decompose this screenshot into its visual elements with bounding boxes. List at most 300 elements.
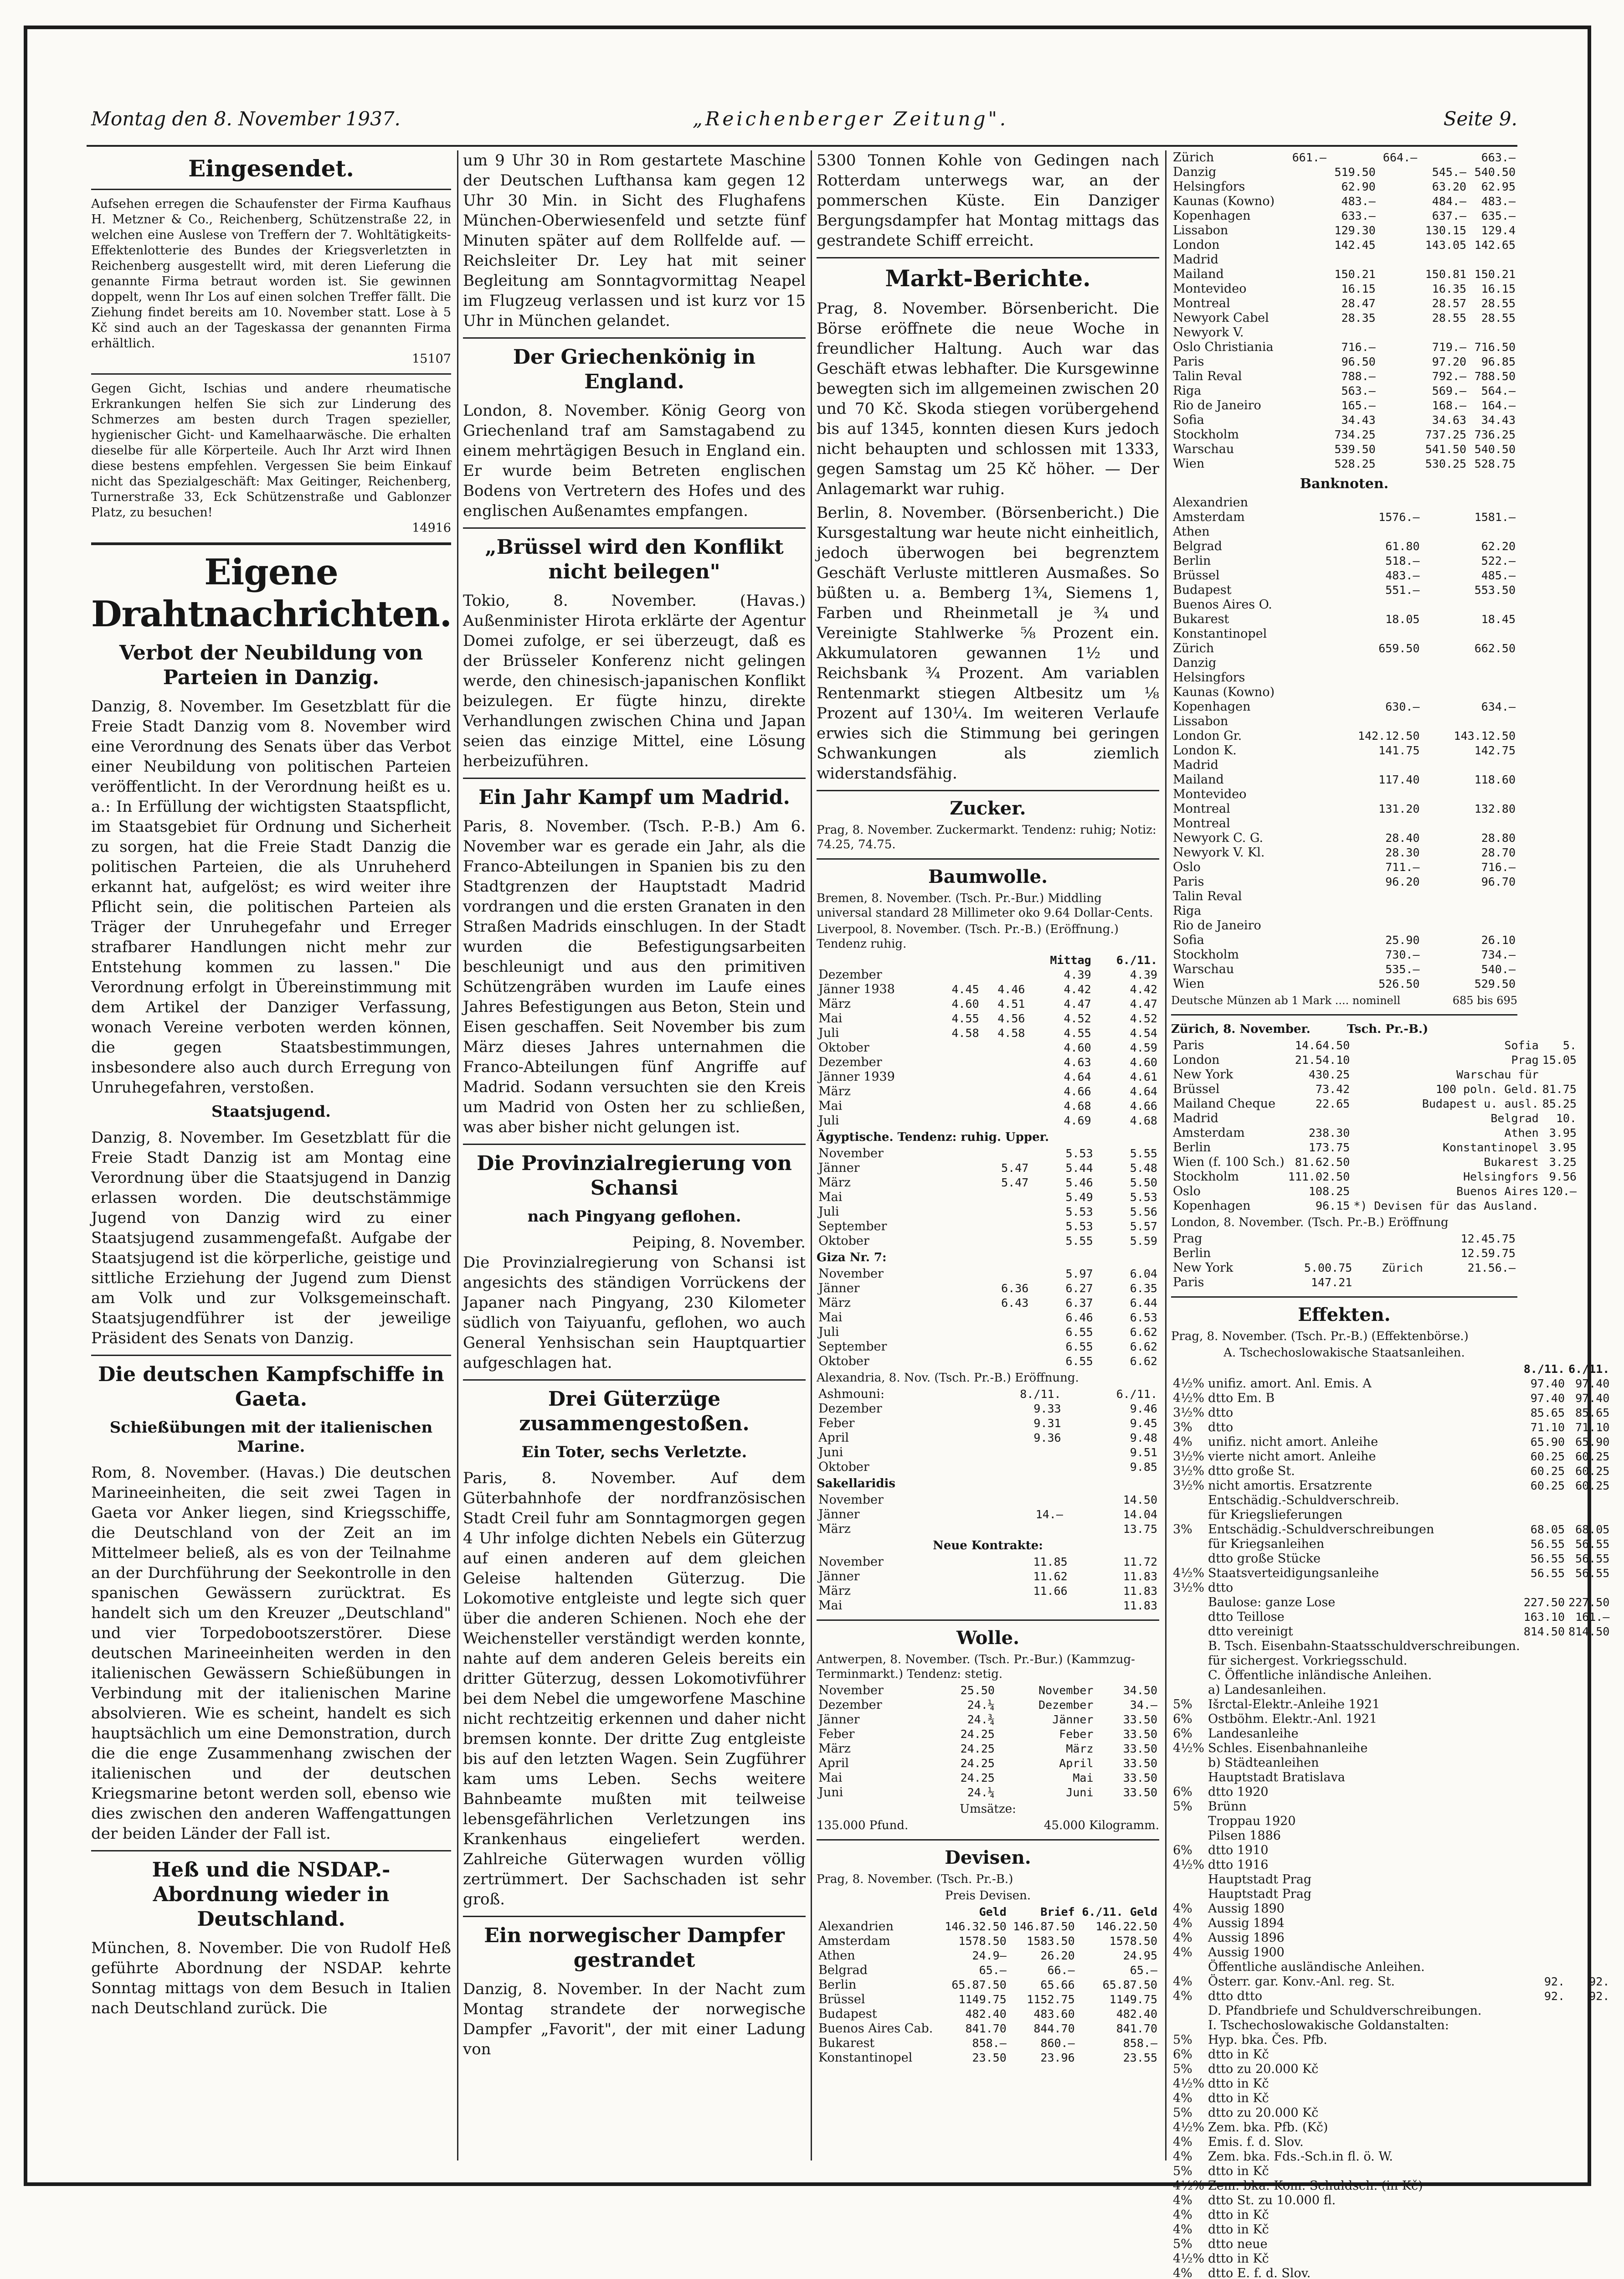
table-cell: 96.15: [1316, 1199, 1350, 1212]
table-cell: Riga: [1173, 904, 1202, 918]
table-cell: 108.25: [1309, 1185, 1350, 1198]
divider: [463, 527, 806, 529]
table-row: [1171, 1537, 1611, 1552]
divider: [91, 1355, 451, 1356]
table-cell: 33.50: [1123, 1742, 1157, 1755]
table-cell: [1171, 1770, 1206, 1785]
table-cell: 13.75: [1123, 1522, 1157, 1536]
zurich-text: Zürich, 8. November.: [1171, 1022, 1311, 1036]
table-cell: 5%: [1173, 1799, 1192, 1814]
table-cell: dtto St. zu 10.000 fl.: [1208, 2193, 1336, 2207]
table-cell: 61.80: [1385, 540, 1420, 553]
table-cell: 71.10: [1575, 1421, 1610, 1434]
table-row: [1171, 758, 1517, 773]
table-cell: 4.47: [1130, 997, 1157, 1011]
table-cell: 6.27: [1065, 1282, 1093, 1295]
table-cell: Oktober: [818, 1234, 869, 1248]
table-cell: 4.58: [997, 1026, 1025, 1040]
table-cell: Jänner: [818, 1281, 860, 1295]
advert-metzner: Aufsehen erregen die Schaufenster der Firma Kaufhaus H. Metzner & Co., Reichenberg, Schützenstraße 22, in welchen eine Auslese von Treffern der 7. Wohltätigkeits-Effektenlotterie des Bundes der Kriegsverletzten in Reichenberg ausgestellt wird, mit deren Lieferung die genannte Firma betraut worden ist. Sie gewinnen doppelt, wenn Ihr Los auf einen solchen Treffer fällt. Die Ziehung findet bereits am 10. November statt. Lose à 5 Kč sind auch an der Tageskassa der genannten Firma erhältlich.: [91, 197, 451, 351]
table-cell: dtto zu 20.000 Kč: [1208, 2062, 1319, 2076]
table-cell: 545.—: [1432, 165, 1467, 179]
table-row: [1171, 1170, 1578, 1184]
divider: [817, 790, 1159, 791]
alex-body: [817, 1387, 1159, 1475]
table-cell: 6%: [1173, 1785, 1192, 1799]
table-cell: Wien: [1173, 977, 1205, 991]
table-cell: 4.45: [951, 983, 979, 996]
table-cell: 3%: [1173, 1420, 1192, 1434]
table-row: [1171, 1199, 1578, 1213]
table-cell: 12.59.75: [1460, 1247, 1516, 1260]
table-cell: 4%: [1173, 1945, 1192, 1959]
table-cell: Stockholm: [1173, 428, 1239, 442]
table-cell: dtto in Kč: [1208, 2222, 1269, 2237]
table-cell: 4%: [1173, 1931, 1192, 1945]
table-row: [817, 1460, 1159, 1475]
table-cell: Dezember: [818, 1698, 882, 1712]
table-row: [1171, 1843, 1611, 1858]
table-cell: 716.50: [1474, 340, 1516, 354]
table-cell: 4.64: [1064, 1070, 1091, 1083]
table-cell: [1171, 1595, 1206, 1610]
table-cell: Wien: [1173, 457, 1205, 471]
table-row: [1171, 1140, 1578, 1155]
table-row: [1171, 1479, 1611, 1493]
table-row: [1171, 743, 1517, 758]
table-cell: November: [818, 1555, 884, 1569]
table-cell: Mai: [818, 1011, 843, 1026]
table-cell: 484.—: [1432, 195, 1467, 208]
table-row: [1171, 1931, 1611, 1945]
table-cell: 788.—: [1341, 370, 1376, 383]
table-cell: 68.05: [1575, 1523, 1610, 1536]
table-row: [1171, 413, 1517, 428]
table-cell: 661.—: [1292, 151, 1326, 164]
table-cell: 528.25: [1334, 457, 1376, 470]
table-row: [817, 1949, 1159, 1963]
table-cell: [1171, 2004, 1206, 2018]
table-cell: März: [818, 1742, 851, 1756]
table-cell: [1422, 685, 1517, 700]
table-cell: 3%: [1173, 1522, 1192, 1537]
table-cell: 11.83: [1123, 1599, 1157, 1612]
table-cell: [1567, 1960, 1611, 1975]
table-cell: 483.—: [1481, 195, 1516, 208]
table-cell: 6.44: [1130, 1296, 1157, 1310]
table-cell: Montevideo: [1173, 282, 1247, 296]
table-cell: [1377, 194, 1419, 209]
table-cell: 553.50: [1474, 583, 1516, 597]
table-cell: [1422, 889, 1517, 904]
table-cell: Kaunas (Kowno): [1173, 685, 1275, 699]
table-row: [1171, 656, 1517, 670]
article-norweg-heading: Ein norwegischer Dampfer gestrandet: [484, 1924, 785, 1972]
table-cell: 4.69: [1064, 1114, 1091, 1127]
table-cell: 65.66: [1040, 1978, 1075, 1991]
table-cell: [1328, 150, 1377, 165]
table-cell: [1419, 325, 1468, 340]
table-cell: 10.: [1556, 1112, 1577, 1125]
table-cell: [1567, 1770, 1611, 1785]
table-cell: [1522, 1785, 1567, 1799]
table-cell: Ostböhm. Elektr.-Anl. 1921: [1208, 1712, 1377, 1726]
table-cell: 28.55: [1481, 297, 1516, 310]
aegypt-body: [817, 1146, 1159, 1248]
table-row: [1171, 700, 1517, 714]
table-row: [817, 1445, 1159, 1460]
table-cell: 483.60: [1033, 2007, 1075, 2021]
table-cell: D. Pfandbriefe und Schuldverschreibungen.: [1208, 2004, 1482, 2018]
table-cell: [987, 1493, 1065, 1507]
table-cell: 6.55: [1065, 1340, 1093, 1353]
table-cell: 65.87.50: [951, 1978, 1007, 1991]
table-cell: Danzig: [1173, 656, 1217, 670]
table-cell: [1354, 1246, 1425, 1261]
table-cell: Jänner: [818, 1161, 860, 1175]
table-cell: [1567, 1581, 1611, 1595]
table-cell: [1567, 2018, 1611, 2033]
table-cell: [1541, 1067, 1578, 1082]
table-row: [817, 1340, 1159, 1354]
table-row: [1171, 1960, 1611, 1975]
table-cell: Warschau für: [1456, 1068, 1539, 1081]
giza-text: Giza Nr. 7:: [817, 1251, 887, 1264]
table-cell: [1567, 2252, 1611, 2266]
table-cell: 96.20: [1385, 875, 1420, 888]
table-row: [1171, 904, 1517, 918]
article-gaeta-subheading: Schießübungen mit der italienischen Marine.: [109, 1418, 433, 1456]
table-cell: Talin Reval: [1173, 369, 1242, 383]
london-table: [1171, 1232, 1517, 1290]
table-cell: [966, 1267, 1030, 1281]
table-cell: [1377, 180, 1419, 194]
table-cell: 734.—: [1481, 948, 1516, 961]
table-row: [817, 1114, 1159, 1128]
table-cell: [1567, 2208, 1611, 2222]
devisen-body: [817, 1919, 1159, 2065]
table-row: [817, 2036, 1159, 2051]
table-row: [1171, 238, 1517, 253]
table-cell: Dezember: [818, 1055, 882, 1069]
table-cell: [1522, 2018, 1567, 2033]
table-cell: Buenos Aires: [1456, 1185, 1539, 1198]
table-cell: C. Öffentliche inländische Anleihen.: [1208, 1668, 1432, 1682]
table-cell: Montreal: [1173, 802, 1230, 816]
table-row: [817, 1099, 1159, 1114]
table-cell: Warschau: [1173, 442, 1234, 456]
table-cell: [1567, 1829, 1611, 1843]
table-cell: dtto: [1208, 1420, 1233, 1434]
table-cell: dtto in Kč: [1208, 2252, 1269, 2266]
table-cell: Madrid: [1173, 253, 1218, 267]
table-cell: Aussig 1900: [1208, 1945, 1285, 1959]
table-cell: 227.50: [1523, 1596, 1565, 1609]
table-row: [817, 1507, 1159, 1522]
table-cell: 5.53: [1065, 1220, 1093, 1233]
table-cell: Zürich: [1173, 150, 1214, 165]
table-row: [1171, 510, 1517, 525]
table-cell: 143.05: [1425, 238, 1467, 252]
table-cell: [1567, 1668, 1611, 1683]
table-cell: [966, 1325, 1030, 1340]
table-cell: 6.37: [1065, 1296, 1093, 1310]
table-cell: [1567, 2033, 1611, 2047]
table-cell: 97.40: [1530, 1377, 1565, 1390]
table-cell: 56.55: [1530, 1537, 1565, 1551]
table-row: [1171, 180, 1517, 194]
table-row: [1171, 539, 1517, 554]
table-row: [1171, 802, 1517, 816]
table-cell: 630.—: [1385, 700, 1420, 713]
table-cell: [1287, 311, 1328, 325]
table-cell: [1171, 1683, 1206, 1697]
table-cell: 6.46: [1065, 1311, 1093, 1324]
table-cell: 142.45: [1334, 238, 1376, 252]
table-cell: 62.90: [1341, 180, 1376, 193]
table-row: [817, 1569, 1159, 1584]
table-cell: 3.25: [1549, 1155, 1577, 1169]
table-cell: [1522, 2077, 1567, 2091]
london-body: [1171, 1232, 1517, 1290]
table-cell: Athen: [1504, 1126, 1539, 1140]
effekten-table: [1171, 1362, 1611, 2279]
table-cell: Juli: [818, 1114, 839, 1128]
table-cell: Mai: [818, 1099, 843, 1113]
table-cell: Dezember: [1038, 1698, 1094, 1712]
table-row: [817, 1522, 1159, 1537]
table-row: [1171, 977, 1517, 991]
table-cell: [1567, 1945, 1611, 1960]
table-row: [817, 1310, 1159, 1325]
table-row: [1171, 1668, 1611, 1683]
table-cell: Amsterdam: [1173, 1126, 1245, 1140]
article-danzig-heading: Verbot der Neubildung von Parteien in Danzig.: [119, 641, 423, 689]
table-cell: März: [818, 1296, 851, 1310]
table-cell: 526.50: [1378, 977, 1420, 990]
table-cell: 6./11.: [1116, 1387, 1157, 1401]
table-cell: [1422, 816, 1517, 831]
table-cell: [1567, 1785, 1611, 1799]
table-cell: 146.32.50: [945, 1920, 1007, 1933]
table-cell: dtto in Kč: [1208, 2164, 1269, 2178]
table-cell: Prag: [1173, 1232, 1203, 1246]
table-cell: Entschädig.-Schuldverschreibungen: [1208, 1522, 1434, 1537]
table-cell: unifiz. amort. Anl. Emis. A: [1208, 1377, 1372, 1391]
table-cell: [1326, 670, 1421, 685]
table-cell: 97.40: [1575, 1377, 1610, 1390]
table-header: 8./11. 6./11.: [1523, 1362, 1610, 1376]
table-cell: [1422, 656, 1517, 670]
table-cell: [1522, 1843, 1567, 1858]
table-cell: dtto dtto: [1208, 1989, 1263, 2003]
table-row: [1171, 1595, 1611, 1610]
table-cell: [966, 1340, 1030, 1354]
table-cell: Budapest: [1173, 583, 1232, 597]
table-cell: 65.—: [979, 1964, 1007, 1977]
table-cell: [1326, 598, 1421, 612]
table-cell: Paris: [1173, 1275, 1204, 1289]
table-cell: 11.62: [1033, 1570, 1068, 1583]
table-cell: Oslo: [1173, 860, 1201, 874]
table-cell: 141.75: [1378, 744, 1420, 757]
table-cell: [966, 1234, 1030, 1248]
table-cell: Madrid: [1173, 1111, 1218, 1125]
table-cell: 5.97: [1065, 1267, 1093, 1280]
table-cell: 3½%: [1173, 1464, 1205, 1478]
table-row: [1171, 2047, 1611, 2062]
table-cell: 129.4: [1481, 224, 1516, 237]
baumwolle-heading: Baumwolle.: [928, 866, 1048, 887]
table-cell: [1287, 267, 1328, 282]
article-bruessel-text: Tokio, 8. November. (Havas.) Außenminister Hirota erklärte der Agentur Domei zufolge, er sei überzeugt, daß es der Brüsseler Konferenz nicht gelingen werde, den chinesisch-japanischen Konflikt beizulegen. Er fügte hinzu, direkte Verhandlungen zwischen China und Japan seien das einzige Mittel, eine Lösung herbeizuführen.: [463, 592, 806, 770]
table-cell: [1287, 457, 1328, 471]
table-cell: März: [818, 1584, 851, 1598]
table-cell: 4.51: [997, 997, 1025, 1011]
table-cell: Hauptstadt Bratislava: [1208, 1770, 1345, 1784]
table-cell: [1286, 1111, 1352, 1126]
table-cell: [1377, 253, 1419, 267]
table-row: [1171, 2252, 1611, 2266]
table-row: [1171, 1406, 1611, 1420]
table-cell: 522.—: [1481, 554, 1516, 567]
table-cell: Newyork V. Kl.: [1173, 846, 1265, 860]
table-cell: [935, 1070, 981, 1084]
zucker-text: Prag, 8. November. Zuckermarkt. Tendenz: ruhig; Notiz: 74.25, 74.75.: [817, 823, 1156, 851]
table-cell: 5.47: [1001, 1176, 1029, 1189]
table-cell: 4%: [1173, 2193, 1192, 2207]
table-row: [1171, 2222, 1611, 2237]
table-cell: 60.25: [1575, 1479, 1610, 1492]
table-cell: [935, 1041, 981, 1055]
table-cell: [1422, 758, 1517, 773]
table-cell: [1522, 1872, 1567, 1887]
table-cell: 60.25: [1575, 1450, 1610, 1463]
table-cell: [1567, 1493, 1611, 1508]
table-row: [1171, 1111, 1578, 1126]
table-row: [1171, 846, 1517, 860]
table-row: [1171, 933, 1517, 948]
table-cell: 5.48: [1130, 1161, 1157, 1175]
table-cell: Kopenhagen: [1173, 1199, 1251, 1213]
table-cell: 34.43: [1341, 413, 1376, 427]
table-cell: 6%: [1173, 2047, 1192, 2062]
table-cell: 28.80: [1481, 831, 1516, 845]
divider: [91, 1850, 451, 1851]
umsaetze-kilo: 45.000 Kilogramm.: [1043, 1819, 1159, 1832]
table-cell: 96.85: [1481, 355, 1516, 368]
table-cell: 4.56: [997, 1012, 1025, 1025]
table-cell: [1567, 2179, 1611, 2193]
table-cell: [1522, 2091, 1567, 2106]
table-row: [1171, 282, 1517, 296]
table-cell: 539.50: [1334, 443, 1376, 456]
alexandria-table: [817, 1387, 1159, 1475]
table-cell: [1522, 1727, 1567, 1741]
table-cell: [1567, 1887, 1611, 1902]
table-cell: Mai: [818, 1310, 843, 1325]
table-cell: [1287, 253, 1328, 267]
table-row: [1171, 2062, 1611, 2077]
table-cell: [1171, 1493, 1206, 1508]
table-cell: Baulose: ganze Lose: [1208, 1595, 1336, 1609]
table-cell: Belgrad: [1490, 1112, 1539, 1125]
table-row: [817, 1771, 1159, 1785]
table-row: [1171, 1814, 1611, 1829]
table-cell: 28.40: [1385, 831, 1420, 845]
masthead-rule: [87, 145, 1517, 147]
table-cell: 28.70: [1481, 846, 1516, 859]
table-cell: [979, 1598, 1069, 1613]
table-cell: Konstantinopel: [1442, 1141, 1539, 1154]
table-cell: 71.10: [1530, 1421, 1565, 1434]
table-cell: 65.87.50: [1102, 1978, 1157, 1991]
table-cell: Mai: [1073, 1771, 1094, 1784]
table-cell: [966, 1190, 1030, 1205]
table-cell: 92.: [1589, 1990, 1610, 2003]
article-staatsjugend-text: Danzig, 8. November. Im Gesetzblatt für die Freie Stadt Danzig ist am Montag eine Verordnung über die Staatsjugend in Danzig erlassen worden. Die deutschstämmige Jugend von Danzig wird zu einer Staatsjugend zusammengefaßt. Aufgabe der Staatsjugend ist die körperliche, geistige und sittliche Erziehung der Jugend zum Dienst am Volk und zur Volksgemeinschaft. Staatsjugendführer ist der jeweilige Präsident des Senats von Danzig.: [91, 1129, 451, 1347]
table-cell: 14.64.50: [1295, 1039, 1350, 1052]
table-row: [817, 1387, 1159, 1402]
table-cell: Lissabon: [1173, 714, 1228, 728]
table-row: [817, 1416, 1159, 1431]
table-cell: [1567, 2077, 1611, 2091]
table-cell: 841.70: [965, 2022, 1007, 2035]
table-cell: 4.64: [1130, 1085, 1157, 1098]
table-cell: 85.65: [1575, 1406, 1610, 1419]
table-cell: 33.50: [1123, 1713, 1157, 1726]
table-cell: [1287, 165, 1328, 180]
table-row: [1171, 1508, 1611, 1522]
table-row: [817, 1934, 1159, 1949]
table-cell: Troppau 1920: [1208, 1814, 1296, 1828]
table-cell: 34.—: [1130, 1698, 1157, 1712]
table-row: [1171, 2004, 1611, 2018]
table-cell: 33.50: [1123, 1771, 1157, 1784]
table-cell: 6.36: [1001, 1282, 1029, 1295]
table-cell: [1171, 1639, 1206, 1654]
top-body: [1171, 150, 1517, 471]
table-cell: 540.—: [1481, 963, 1516, 976]
table-cell: 23.96: [1040, 2051, 1075, 2064]
table-cell: Feber: [818, 1727, 855, 1741]
divider: [91, 542, 451, 545]
table-cell: Oslo Christiania: [1173, 340, 1274, 354]
table-cell: Stockholm: [1173, 1170, 1239, 1184]
table-cell: 4%: [1173, 2150, 1192, 2164]
table-cell: 164.—: [1481, 399, 1516, 412]
table-cell: 535.—: [1385, 963, 1420, 976]
table-cell: [1377, 296, 1419, 311]
table-cell: [1567, 2091, 1611, 2106]
table-cell: [1567, 1799, 1611, 1814]
table-cell: 118.60: [1474, 773, 1516, 786]
table-cell: 12.45.75: [1460, 1232, 1516, 1245]
table-cell: 4.47: [1064, 997, 1091, 1011]
table-cell: 9.45: [1130, 1417, 1157, 1430]
table-cell: 25.50: [960, 1684, 995, 1697]
table-cell: 142.12.50: [1358, 729, 1420, 742]
devisen-heading: Devisen.: [945, 1847, 1031, 1868]
table-cell: 6.35: [1130, 1282, 1157, 1295]
table-cell: 663.—: [1481, 151, 1516, 164]
table-cell: dtto 1910: [1208, 1843, 1269, 1857]
table-cell: 540.50: [1474, 443, 1516, 456]
table-row: [817, 1978, 1159, 1992]
table-cell: Landesanleihe: [1208, 1727, 1299, 1741]
table-cell: Oktober: [818, 1354, 869, 1368]
table-cell: 485.—: [1481, 569, 1516, 582]
